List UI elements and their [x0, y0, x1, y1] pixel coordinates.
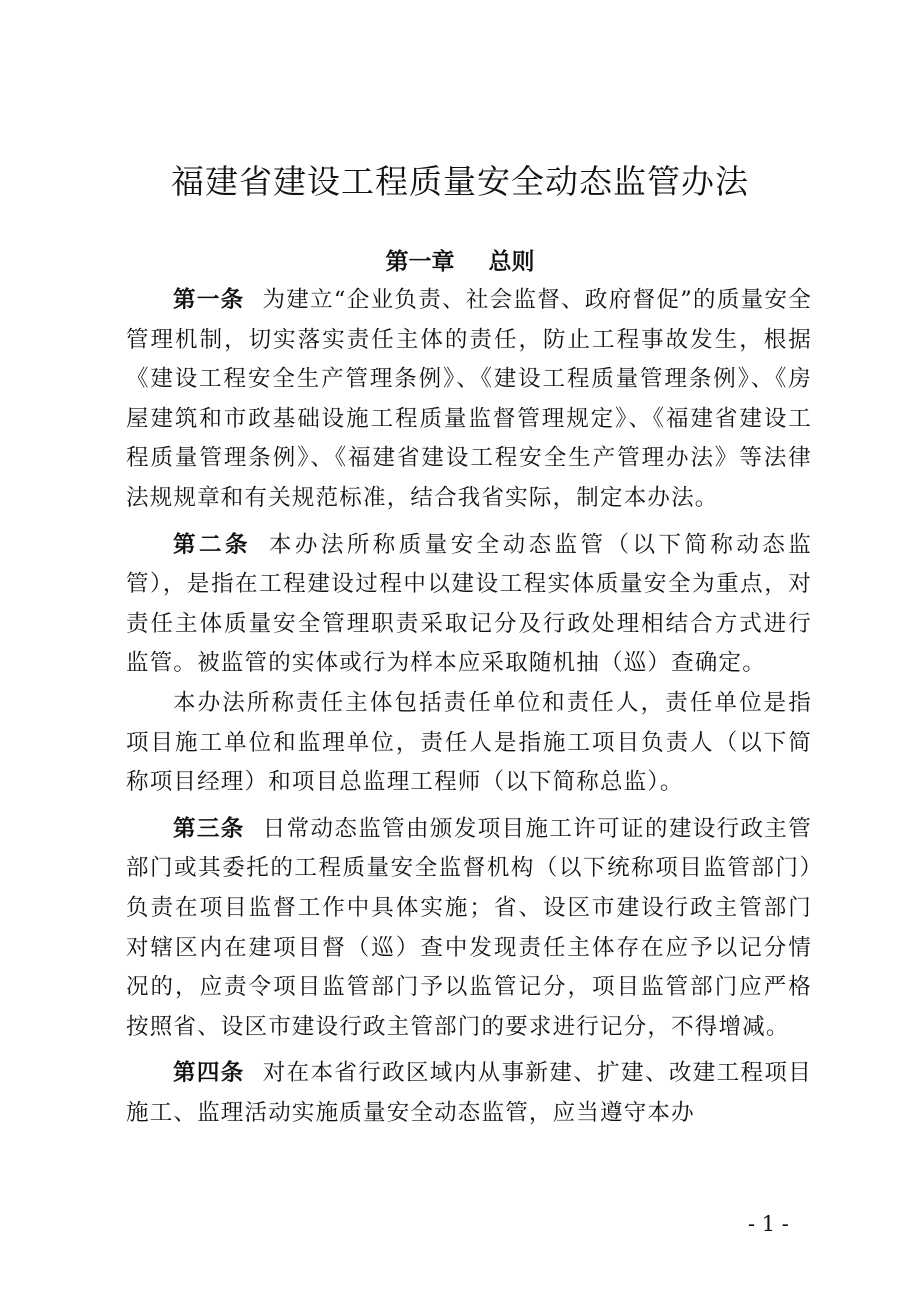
document-title: 福建省建设工程质量安全动态监管办法	[171, 162, 749, 201]
article-2-continuation: 本办法所称责任主体包括责任单位和责任人，责任单位是指项目施工单位和监理单位，责任人是指施工项目负责人（以下简称项目经理）和项目总监理工程师（以下简称总监）。	[126, 689, 812, 796]
article-label: 第三条	[173, 815, 245, 842]
article-label: 第一条	[173, 287, 245, 313]
document-body	[126, 281, 812, 1140]
article-4	[126, 1054, 812, 1133]
article-text: 为建立“企业负责、社会监督、政府督促”的质量安全管理机制，切实落实责任主体的责任，防止工程事故发生，根据《建设工程安全生产管理条例》、《建设工程质量管理条例》、《房屋建筑和市政基础设施工程质量监督管理规定》、《福建省建设工程质量管理条例》、《福建省建设工程安全生产管理办法》等法律法规规章和有关规范标准，结合我省实际，制定本办法。	[126, 287, 812, 511]
article-label: 第二条	[173, 531, 251, 558]
chapter-name: 总则	[488, 249, 535, 275]
article-text: 日常动态监管由颁发项目施工许可证的建设行政主管部门或其委托的工程质量安全监督机构（以下统称项目监管部门）负责在项目监督工作中具体实施；省、设区市建设行政主管部门对辖区内在建项目督（巡）查中发现责任主体存在应予以记分情况的，应责令项目监管部门予以监管记分，项目监管部门应严格按照省、设区市建设行政主管部门的要求进行记分，不得增减。	[126, 815, 812, 1040]
article-1	[126, 281, 812, 519]
article-label: 第四条	[173, 1060, 245, 1087]
article-2	[126, 526, 812, 684]
article-text: 对在本省行政区域内从事新建、扩建、改建工程项目施工、监理活动实施质量安全动态监管，应当遵守本办	[126, 1060, 812, 1126]
chapter-heading	[0, 242, 920, 282]
article-text: 本办法所称质量安全动态监管（以下简称动态监管），是指在工程建设过程中以建设工程实体质量安全为重点，对责任主体质量安全管理职责采取记分及行政处理相结合方式进行监管。被监管的实体或行为样本应采取随机抽（巡）查确定。	[126, 531, 813, 677]
article-3	[126, 810, 812, 1048]
chapter-number: 第一章	[385, 249, 455, 275]
page-number: - 1 -	[748, 1212, 789, 1236]
